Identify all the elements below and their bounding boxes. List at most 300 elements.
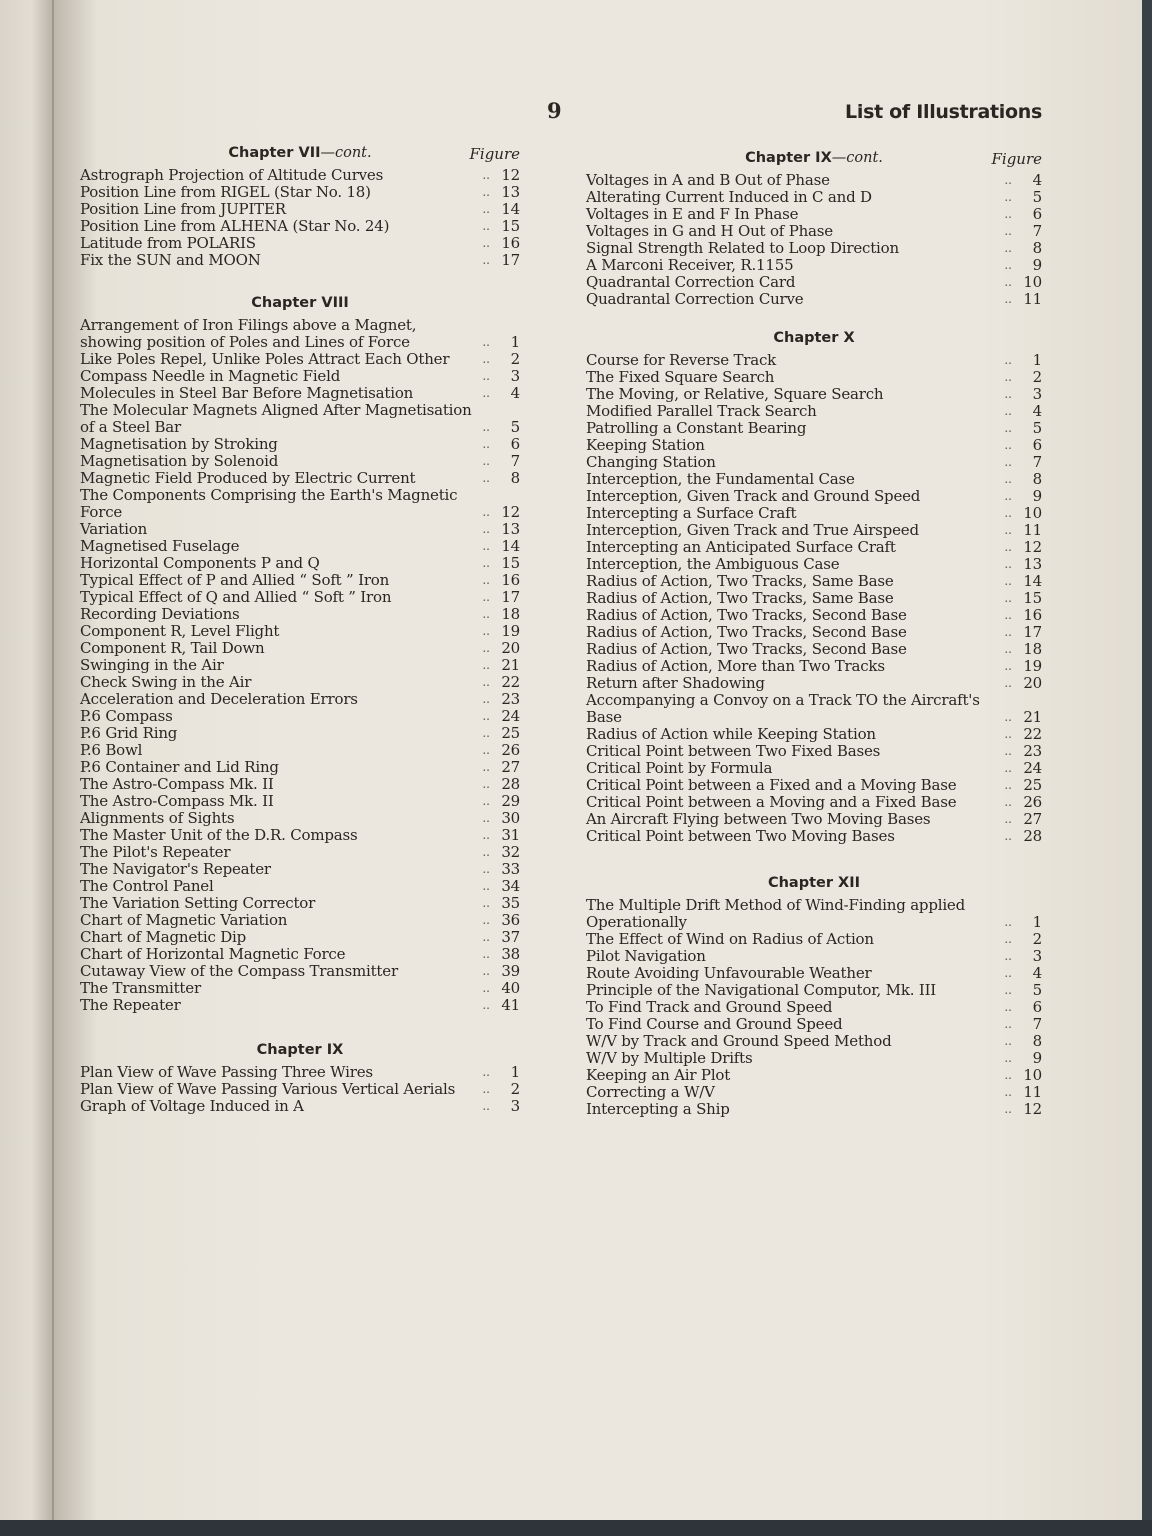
leader-dots: .. [1004, 1068, 1012, 1082]
figure-entry [80, 453, 520, 470]
figure-title: Position Line from RIGEL (Star No. 18) [80, 183, 371, 201]
chapter-continued: —cont. [320, 145, 372, 161]
figure-title: Variation [80, 520, 148, 538]
figure-title: Quadrantal Correction Card [586, 273, 796, 291]
leader-dots: .. [1004, 353, 1012, 367]
figure-entry [586, 828, 1042, 845]
figure-number: 5 [1032, 981, 1042, 999]
leader-dots: .. [1004, 710, 1012, 724]
figure-number: 1 [1032, 913, 1042, 931]
leader-dots: .. [1004, 540, 1012, 554]
figure-entry [80, 793, 520, 810]
figure-entry [80, 184, 520, 201]
figure-title: Fix the SUN and MOON [80, 251, 261, 269]
figure-entry [80, 623, 520, 640]
leader-dots: .. [1004, 949, 1012, 963]
figure-entry [586, 573, 1042, 590]
leader-dots: .. [1004, 608, 1012, 622]
leader-dots: .. [1004, 472, 1012, 486]
figure-title: Interception, Given Track and Ground Speed [586, 487, 921, 505]
figure-title: P.6 Container and Lid Ring [80, 758, 279, 776]
figure-entry [586, 420, 1042, 437]
leader-dots: .. [482, 219, 490, 233]
leader-dots: .. [1004, 761, 1012, 775]
leader-dots: .. [1004, 932, 1012, 946]
figure-number: 8 [1032, 470, 1042, 488]
leader-dots: .. [482, 794, 490, 808]
figure-title: The Components Comprising the Earth's Magnetic Force [80, 486, 458, 521]
leader-dots: .. [1004, 1017, 1012, 1031]
figure-number: 16 [501, 571, 520, 589]
figure-entry [586, 777, 1042, 794]
leader-dots: .. [1004, 489, 1012, 503]
figure-entry [80, 827, 520, 844]
figure-title: Critical Point between a Moving and a Fixed Base [586, 793, 957, 811]
leader-dots: .. [1004, 676, 1012, 690]
figure-number: 27 [501, 758, 520, 776]
chapter-title: Chapter XII [767, 875, 861, 891]
figure-entry [80, 776, 520, 793]
figure-entry [586, 607, 1042, 624]
figure-entry [80, 895, 520, 912]
figure-entry [80, 436, 520, 453]
figure-number: 9 [1032, 1049, 1042, 1067]
figure-number: 8 [1032, 1032, 1042, 1050]
figure-title: Compass Needle in Magnetic Field [80, 367, 341, 385]
figure-title: Radius of Action while Keeping Station [586, 725, 876, 743]
running-title: List of Illustrations [845, 101, 1042, 123]
chapter-title: Chapter IX—cont. [745, 150, 883, 166]
leader-dots: .. [482, 352, 490, 366]
figure-title: Component R, Tail Down [80, 639, 265, 657]
figure-title: Changing Station [586, 453, 716, 471]
chapter-continued: —cont. [831, 150, 883, 166]
figure-number: 15 [501, 554, 520, 572]
leader-dots: .. [1004, 591, 1012, 605]
figure-title: Check Swing in the Air [80, 673, 252, 691]
figure-list [586, 897, 1042, 1118]
leader-dots: .. [1004, 506, 1012, 520]
figure-number: 39 [501, 962, 520, 980]
leader-dots: .. [482, 896, 490, 910]
leader-dots: .. [1004, 1034, 1012, 1048]
figure-entry [586, 675, 1042, 692]
figure-number: 3 [510, 1097, 520, 1115]
figure-entry [80, 167, 520, 184]
figure-title: P.6 Bowl [80, 741, 143, 759]
figure-entry [586, 172, 1042, 189]
figure-entry [586, 454, 1042, 471]
figure-number: 7 [1032, 222, 1042, 240]
figure-title: A Marconi Receiver, R.1155 [586, 256, 794, 274]
leader-dots: .. [482, 202, 490, 216]
leader-dots: .. [482, 862, 490, 876]
figure-entry [586, 590, 1042, 607]
figure-entry [80, 589, 520, 606]
figure-entry [586, 811, 1042, 828]
figure-number: 4 [1032, 171, 1042, 189]
figure-number: 11 [1023, 290, 1042, 308]
figure-number: 14 [1023, 572, 1042, 590]
figure-title: Horizontal Components P and Q [80, 554, 320, 572]
right-column [586, 148, 1042, 1118]
figure-title: Swinging in the Air [80, 656, 224, 674]
leader-dots: .. [482, 998, 490, 1012]
figure-number: 6 [510, 435, 520, 453]
figure-number: 2 [510, 1080, 520, 1098]
figure-number: 28 [501, 775, 520, 793]
figure-number: 25 [1023, 776, 1042, 794]
chapter-section [586, 148, 1042, 308]
figure-entry [586, 692, 1042, 726]
figure-number: 17 [1023, 623, 1042, 641]
figure-title: P.6 Compass [80, 707, 173, 725]
leader-dots: .. [1004, 829, 1012, 843]
figure-entry [586, 641, 1042, 658]
leader-dots: .. [482, 913, 490, 927]
figure-entry [80, 402, 520, 436]
figure-entry [586, 274, 1042, 291]
figure-title: Patrolling a Constant Bearing [586, 419, 807, 437]
leader-dots: .. [1004, 370, 1012, 384]
figure-list [80, 1064, 520, 1115]
leader-dots: .. [482, 675, 490, 689]
figure-number: 22 [501, 673, 520, 691]
figure-entry [586, 206, 1042, 223]
figure-number: 5 [1032, 188, 1042, 206]
figure-title: Component R, Level Flight [80, 622, 280, 640]
figure-entry [80, 742, 520, 759]
leader-dots: .. [482, 641, 490, 655]
figure-entry [586, 240, 1042, 257]
leader-dots: .. [482, 556, 490, 570]
figure-entry [80, 912, 520, 929]
leader-dots: .. [482, 505, 490, 519]
figure-title: Typical Effect of P and Allied “ Soft ” Iron [80, 571, 390, 589]
figure-title: Interception, the Fundamental Case [586, 470, 855, 488]
figure-number: 2 [510, 350, 520, 368]
figure-number: 4 [1032, 964, 1042, 982]
figure-list [80, 317, 520, 1014]
figure-title: Like Poles Repel, Unlike Poles Attract Each Other [80, 350, 450, 368]
leader-dots: .. [482, 777, 490, 791]
figure-list [586, 352, 1042, 845]
figure-title: Radius of Action, Two Tracks, Second Base [586, 640, 907, 658]
figure-title: Molecules in Steel Bar Before Magnetisation [80, 384, 414, 402]
figure-number: 23 [1023, 742, 1042, 760]
figure-number: 12 [1023, 1100, 1042, 1118]
leader-dots: .. [1004, 173, 1012, 187]
leader-dots: .. [482, 369, 490, 383]
leader-dots: .. [482, 335, 490, 349]
figure-number: 10 [1023, 1066, 1042, 1084]
left-column [80, 143, 520, 1115]
figure-number: 37 [501, 928, 520, 946]
figure-entry [80, 538, 520, 555]
figure-title: Signal Strength Related to Loop Direction [586, 239, 899, 257]
figure-entry [586, 982, 1042, 999]
chapter-section [586, 328, 1042, 845]
leader-dots: .. [482, 947, 490, 961]
figure-number: 13 [501, 520, 520, 538]
figure-number: 8 [510, 469, 520, 487]
figure-entry [586, 931, 1042, 948]
figure-entry [80, 997, 520, 1014]
chapter-title: Chapter VII—cont. [228, 145, 372, 161]
figure-title: The Astro-Compass Mk. II [80, 775, 274, 793]
figure-number: 30 [501, 809, 520, 827]
figure-entry [586, 471, 1042, 488]
figure-title: Pilot Navigation [586, 947, 706, 965]
figure-title: Magnetisation by Solenoid [80, 452, 279, 470]
figure-title: The Multiple Drift Method of Wind-Finding applied Operationally [586, 896, 966, 931]
figure-number: 35 [501, 894, 520, 912]
leader-dots: .. [1004, 275, 1012, 289]
figure-number: 33 [501, 860, 520, 878]
figure-title: Magnetised Fuselage [80, 537, 240, 555]
figure-number: 34 [501, 877, 520, 895]
leader-dots: .. [1004, 983, 1012, 997]
figure-entry [80, 878, 520, 895]
figure-entry [586, 760, 1042, 777]
figure-title: Position Line from ALHENA (Star No. 24) [80, 217, 390, 235]
figure-entry [586, 726, 1042, 743]
leader-dots: .. [482, 454, 490, 468]
figure-entry [586, 624, 1042, 641]
figure-entry [586, 1101, 1042, 1118]
figure-number: 31 [501, 826, 520, 844]
figure-title: W/V by Track and Ground Speed Method [586, 1032, 892, 1050]
leader-dots: .. [1004, 574, 1012, 588]
figure-number: 28 [1023, 827, 1042, 845]
figure-entry [80, 861, 520, 878]
leader-dots: .. [1004, 190, 1012, 204]
figure-entry [586, 539, 1042, 556]
figure-entry [80, 351, 520, 368]
figure-entry [586, 386, 1042, 403]
figure-title: Latitude from POLARIS [80, 234, 256, 252]
figure-number: 2 [1032, 368, 1042, 386]
figure-entry [80, 725, 520, 742]
figure-title: Critical Point between Two Moving Bases [586, 827, 895, 845]
figure-number: 1 [510, 1063, 520, 1081]
figure-number: 7 [1032, 1015, 1042, 1033]
figure-entry [586, 369, 1042, 386]
leader-dots: .. [1004, 642, 1012, 656]
figure-list [80, 167, 520, 269]
figure-number: 29 [501, 792, 520, 810]
leader-dots: .. [1004, 795, 1012, 809]
figure-title: The Astro-Compass Mk. II [80, 792, 274, 810]
figure-entry [80, 980, 520, 997]
book-cover-edge [1142, 0, 1152, 1536]
figure-title: Radius of Action, Two Tracks, Same Base [586, 572, 894, 590]
figure-entry [80, 1081, 520, 1098]
figure-entry [80, 470, 520, 487]
figure-entry [586, 556, 1042, 573]
figure-number: 14 [501, 200, 520, 218]
figure-number: 17 [501, 251, 520, 269]
figure-title: Keeping Station [586, 436, 705, 454]
figure-number: 13 [1023, 555, 1042, 573]
figure-title: Voltages in A and B Out of Phase [586, 171, 830, 189]
figure-title: Quadrantal Correction Curve [586, 290, 804, 308]
leader-dots: .. [1004, 438, 1012, 452]
figure-title: Critical Point by Formula [586, 759, 773, 777]
figure-entry [80, 1064, 520, 1081]
leader-dots: .. [1004, 1051, 1012, 1065]
figure-number: 10 [1023, 273, 1042, 291]
figure-title: Plan View of Wave Passing Three Wires [80, 1063, 373, 1081]
figure-entry [586, 1084, 1042, 1101]
figure-column-label: Figure [469, 145, 520, 163]
figure-title: Critical Point between a Fixed and a Moving Base [586, 776, 957, 794]
figure-entry [80, 759, 520, 776]
figure-entry [80, 521, 520, 538]
figure-entry [80, 844, 520, 861]
figure-title: P.6 Grid Ring [80, 724, 178, 742]
figure-title: Alterating Current Induced in C and D [586, 188, 872, 206]
figure-number: 11 [1023, 1083, 1042, 1101]
leader-dots: .. [482, 590, 490, 604]
figure-number: 22 [1023, 725, 1042, 743]
figure-title: Radius of Action, Two Tracks, Second Base [586, 606, 907, 624]
leader-dots: .. [482, 624, 490, 638]
figure-title: The Transmitter [80, 979, 201, 997]
figure-number: 20 [1023, 674, 1042, 692]
leader-dots: .. [1004, 557, 1012, 571]
figure-title: Chart of Magnetic Dip [80, 928, 247, 946]
leader-dots: .. [1004, 404, 1012, 418]
figure-entry [586, 1033, 1042, 1050]
figure-title: Intercepting a Ship [586, 1100, 730, 1118]
leader-dots: .. [482, 522, 490, 536]
figure-number: 26 [501, 741, 520, 759]
figure-title: Alignments of Sights [80, 809, 235, 827]
figure-entry [80, 606, 520, 623]
figure-number: 3 [1032, 385, 1042, 403]
figure-title: The Control Panel [80, 877, 214, 895]
figure-title: Correcting a W/V [586, 1083, 715, 1101]
chapter-heading [80, 143, 520, 167]
page-number: 9 [547, 98, 562, 123]
figure-entry [586, 658, 1042, 675]
figure-entry [80, 555, 520, 572]
figure-title: The Pilot's Repeater [80, 843, 231, 861]
figure-number: 1 [1032, 351, 1042, 369]
figure-entry [586, 352, 1042, 369]
figure-number: 12 [1023, 538, 1042, 556]
figure-title: The Effect of Wind on Radius of Action [586, 930, 874, 948]
figure-number: 38 [501, 945, 520, 963]
leader-dots: .. [482, 845, 490, 859]
figure-number: 6 [1032, 436, 1042, 454]
leader-dots: .. [1004, 659, 1012, 673]
figure-title: The Fixed Square Search [586, 368, 775, 386]
figure-title: Arrangement of Iron Filings above a Magnet, showing position of Poles and Lines of Force [80, 316, 417, 351]
figure-title: The Repeater [80, 996, 181, 1014]
leader-dots: .. [482, 253, 490, 267]
figure-entry [80, 691, 520, 708]
leader-dots: .. [1004, 387, 1012, 401]
figure-entry [80, 368, 520, 385]
leader-dots: .. [1004, 625, 1012, 639]
figure-entry [80, 963, 520, 980]
figure-number: 15 [1023, 589, 1042, 607]
leader-dots: .. [482, 185, 490, 199]
figure-number: 12 [501, 503, 520, 521]
figure-column-label: Figure [991, 150, 1042, 168]
figure-number: 18 [501, 605, 520, 623]
figure-entry [586, 1050, 1042, 1067]
figure-title: Accompanying a Convoy on a Track TO the Aircraft's Base [586, 691, 980, 726]
book-bottom-edge [0, 1520, 1152, 1536]
figure-number: 19 [1023, 657, 1042, 675]
leader-dots: .. [482, 236, 490, 250]
figure-number: 32 [501, 843, 520, 861]
figure-number: 8 [1032, 239, 1042, 257]
figure-entry [586, 1016, 1042, 1033]
leader-dots: .. [482, 420, 490, 434]
chapter-heading [586, 873, 1042, 897]
figure-number: 13 [501, 183, 520, 201]
figure-title: Keeping an Air Plot [586, 1066, 731, 1084]
figure-number: 21 [1023, 708, 1042, 726]
figure-number: 24 [1023, 759, 1042, 777]
figure-entry [586, 403, 1042, 420]
leader-dots: .. [482, 607, 490, 621]
figure-number: 19 [501, 622, 520, 640]
leader-dots: .. [482, 471, 490, 485]
figure-number: 12 [501, 166, 520, 184]
figure-title: Interception, Given Track and True Airspeed [586, 521, 919, 539]
figure-number: 9 [1032, 256, 1042, 274]
figure-title: Principle of the Navigational Computor, Mk. III [586, 981, 937, 999]
figure-entry [80, 252, 520, 269]
leader-dots: .. [482, 709, 490, 723]
figure-number: 23 [501, 690, 520, 708]
figure-title: Course for Reverse Track [586, 351, 777, 369]
figure-entry [80, 385, 520, 402]
figure-number: 21 [501, 656, 520, 674]
section-spacer [80, 269, 520, 293]
figure-entry [80, 201, 520, 218]
figure-entry [80, 946, 520, 963]
figure-number: 3 [510, 367, 520, 385]
figure-title: Return after Shadowing [586, 674, 765, 692]
leader-dots: .. [482, 692, 490, 706]
leader-dots: .. [1004, 292, 1012, 306]
leader-dots: .. [1004, 241, 1012, 255]
figure-title: Cutaway View of the Compass Transmitter [80, 962, 398, 980]
leader-dots: .. [482, 828, 490, 842]
figure-title: The Master Unit of the D.R. Compass [80, 826, 358, 844]
figure-number: 7 [1032, 453, 1042, 471]
figure-number: 26 [1023, 793, 1042, 811]
chapter-title: Chapter X [773, 330, 855, 346]
figure-entry [586, 1067, 1042, 1084]
figure-title: Astrograph Projection of Altitude Curves [80, 166, 384, 184]
figure-number: 24 [501, 707, 520, 725]
leader-dots: .. [482, 1082, 490, 1096]
figure-entry [80, 487, 520, 521]
figure-title: Graph of Voltage Induced in A [80, 1097, 304, 1115]
leader-dots: .. [482, 964, 490, 978]
figure-title: An Aircraft Flying between Two Moving Bases [586, 810, 931, 828]
figure-title: The Navigator's Repeater [80, 860, 271, 878]
figure-entry [80, 317, 520, 351]
figure-number: 40 [501, 979, 520, 997]
